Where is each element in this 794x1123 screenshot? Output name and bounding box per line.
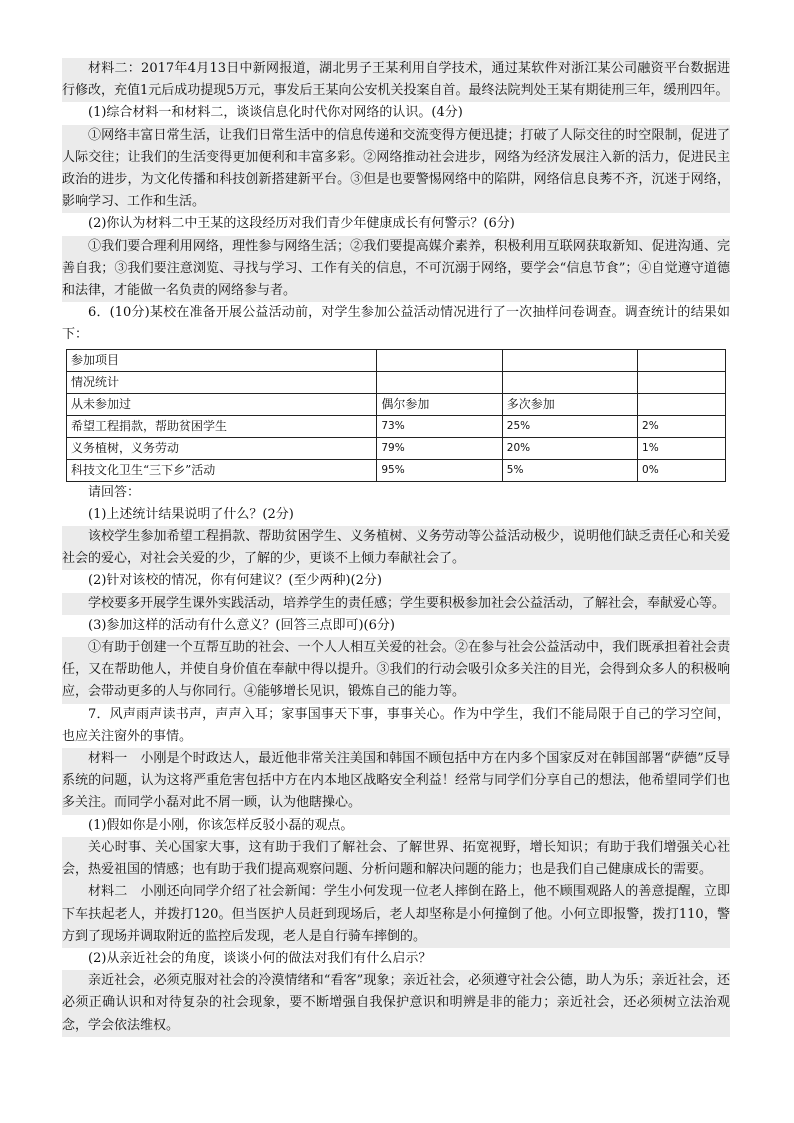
paragraph: 材料一 小刚是个时政达人，最近他非常关注美国和韩国不顾包括中方在内多个国家反对在韩国部署“萨德”反导系统的问题，认为这将严重危害包括中方在内本地区战略安全利益！经常与同学们分享自己的想法，他希望同学们也多关注。而同学小磊对此不屑一顾，认为他瞎操心。: [62, 748, 730, 815]
table-cell: [377, 349, 502, 371]
table-row: [67, 371, 726, 393]
table-cell: 多次参加: [502, 393, 637, 415]
paragraph: (2)从亲近社会的角度，谈谈小何的做法对我们有什么启示？: [88, 950, 432, 966]
paragraph: ①网络丰富日常生活，让我们日常生活中的信息传递和交流变得方便迅捷；打破了人际交往的时空限制，促进了人际交往；让我们的生活变得更加便利和丰富多彩。②网络推动社会进步，网络为经济发展注入新的活力，促进民主政治的进步，为文化传播和科技创新搭建新平台。③但是也要警惕网络中的陷阱，网络信息良莠不齐，沉迷于网络，影响学习、工作和生活。: [62, 125, 730, 214]
text-block-bottom: [62, 482, 730, 1037]
paragraph: 学校要多开展学生课外实践活动，培养学生的责任感；学生要积极参加社会公益活动，了解社会，奉献爱心等。: [62, 593, 730, 615]
survey-table: [66, 349, 726, 482]
paragraph: 6．(10分)某校在准备开展公益活动前，对学生参加公益活动情况进行了一次抽样问卷调查。调查统计的结果如下：: [62, 305, 730, 343]
table-cell: [638, 349, 726, 371]
paragraph: 材料二：2017年4月13日中新网报道，湖北男子王某利用自学技术，通过某软件对浙江某公司融资平台数据进行修改，充值1元后成功提现5万元，事发后王某向公安机关投案自首。最终法院判处王某有期徒刑三年，缓刑四年。: [62, 58, 730, 102]
table-cell: 情况统计: [67, 371, 377, 393]
table-cell: 从未参加过: [67, 393, 377, 415]
table-cell: 希望工程捐款，帮助贫困学生: [67, 415, 377, 437]
paragraph: 7．风声雨声读书声，声声入耳；家事国事天下事，事事关心。作为中学生，我们不能局限于自己的学习空间，也应关注窗外的事情。: [62, 706, 730, 744]
table-cell: 0%: [638, 459, 726, 481]
table-cell: 20%: [502, 437, 637, 459]
table-cell: [502, 349, 637, 371]
table-cell: 义务植树，义务劳动: [67, 437, 377, 459]
paragraph: ①我们要合理利用网络，理性参与网络生活；②我们要提高媒介素养，积极利用互联网获取新知、促进沟通、完善自我；③我们要注意浏览、寻找与学习、工作有关的信息，不可沉溺于网络，要学会“信息节食”；④自觉遵守道德和法律，才能做一名负责的网络参与者。: [62, 236, 730, 303]
table-cell: 95%: [377, 459, 502, 481]
paragraph: (1)上述统计结果说明了什么？(2分): [88, 506, 294, 522]
table-cell: 偶尔参加: [377, 393, 502, 415]
document-page: [62, 58, 730, 1037]
text-block-top: [62, 58, 730, 347]
table-row: [67, 349, 726, 371]
paragraph: 该校学生参加希望工程捐款、帮助贫困学生、义务植树、义务劳动等公益活动极少，说明他们缺乏责任心和关爱社会的爱心，对社会关爱的少，了解的少，更谈不上倾力奉献社会了。: [62, 526, 730, 570]
table-cell: 科技文化卫生“三下乡”活动: [67, 459, 377, 481]
table-cell: 2%: [638, 415, 726, 437]
table-cell: 5%: [502, 459, 637, 481]
paragraph: 请回答：: [88, 484, 141, 500]
table-row: [67, 393, 726, 415]
table-cell: 25%: [502, 415, 637, 437]
table-row: [67, 415, 726, 437]
paragraph: (2)针对该校的情况，你有何建议？(至少两种)(2分): [88, 573, 382, 589]
table-cell: [638, 393, 726, 415]
table-row: [67, 459, 726, 481]
paragraph: (1)综合材料一和材料二，谈谈信息化时代你对网络的认识。(4分): [88, 105, 463, 121]
table-cell: 79%: [377, 437, 502, 459]
paragraph: (3)参加这样的活动有什么意义？(回答三点即可)(6分): [88, 617, 395, 633]
paragraph: (1)假如你是小刚，你该怎样反驳小磊的观点。: [88, 817, 354, 833]
table-row: [67, 437, 726, 459]
table-cell: [502, 371, 637, 393]
paragraph: 亲近社会，必须克服对社会的冷漠情绪和“看客”现象；亲近社会，必须遵守社会公德，助人为乐；亲近社会，还必须正确认识和对待复杂的社会现象，要不断增强自我保护意识和明辨是非的能力；亲近社会，还必须树立法治观念，学会依法维权。: [62, 970, 730, 1037]
table-cell: 1%: [638, 437, 726, 459]
paragraph: ①有助于创建一个互帮互助的社会、一个人人相互关爱的社会。②在参与社会公益活动中，我们既承担着社会责任，又在帮助他人，并使自身价值在奉献中得以提升。③我们的行动会吸引众多关注的目光，会得到众多人的积极响应，会带动更多的人与你同行。④能够增长见识，锻炼自己的能力等。: [62, 637, 730, 704]
table-cell: 73%: [377, 415, 502, 437]
paragraph: (2)你认为材料二中王某的这段经历对我们青少年健康成长有何警示？(6分): [88, 216, 515, 232]
paragraph: 关心时事、关心国家大事，这有助于我们了解社会、了解世界、拓宽视野，增长知识；有助于我们增强关心社会，热爱祖国的情感；也有助于我们提高观察问题、分析问题和解决问题的能力；也是我们自己健康成长的需要。: [62, 837, 730, 881]
table-cell: 参加项目: [67, 349, 377, 371]
table-cell: [638, 371, 726, 393]
table-cell: [377, 371, 502, 393]
paragraph: 材料二 小刚还向同学介绍了社会新闻：学生小何发现一位老人摔倒在路上，他不顾围观路人的善意提醒，立即下车扶起老人，并拨打120。但当医护人员赶到现场后，老人却坚称是小何撞倒了他。小何立即报警，拨打110，警方到了现场并调取附近的监控后发现，老人是自行骑车摔倒的。: [62, 881, 730, 948]
